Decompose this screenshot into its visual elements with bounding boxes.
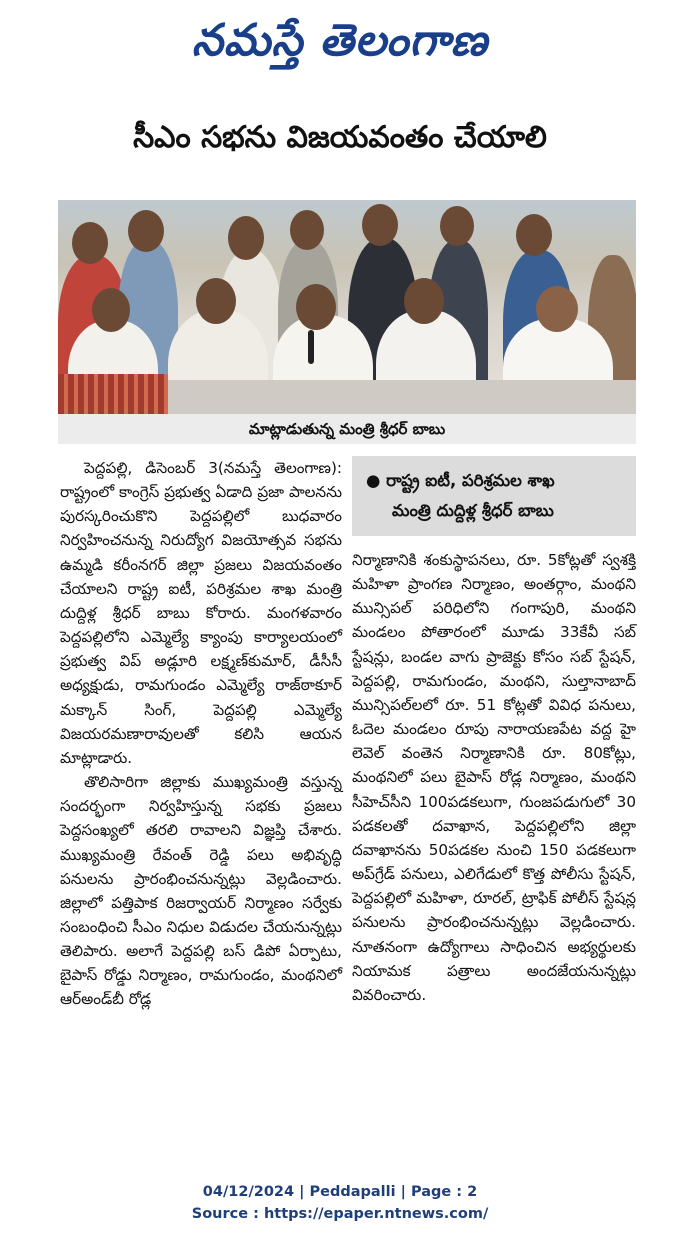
article-photo <box>58 200 636 414</box>
pull-quote-line: ● రాష్ట్ర ఐటీ, పరిశ్రమల శాఖ <box>366 471 555 490</box>
article-paragraph: పెద్దపల్లి, డిసెంబర్ 3(నమస్తే తెలంగాణ): రాష్ట్రంలో కాంగ్రెస్ ప్రభుత్వ ఏడాది ప్రజా పాలనను పురస్కరించుకొని పెద్దపల్లిలో బుధవారం నిర్వహించనున్న నిరుద్యోగ విజయోత్సవ సభను ఉమ్మడి కరీంనగర్ జిల్లా ప్రజలు విజయవంతం చేయాలని రాష్ట్ర ఐటీ, పరిశ్రమల శాఖ మంత్రి దుద్దిళ్ల శ్రీధర్ బాబు కోరారు. మంగళవారం పెద్దపల్లిలోని ఎమ్మెల్యే క్యాంపు కార్యాలయంలో ప్రభుత్వ విప్ అడ్లూరి లక్ష్మణ్‌కుమార్, డీసీసీ అధ్యక్షుడు, రామగుండం ఎమ్మెల్యే రాజ్‌ఠాకూర్ మక్కాన్ సింగ్, పెద్దపల్లి ఎమ్మెల్యే విజయరమణారావులతో కలిసి ఆయన మాట్లాడారు. <box>60 459 342 767</box>
masthead-title: నమస్తే తెలంగాణ <box>191 15 489 66</box>
pull-quote-line: మంత్రి దుద్దిళ్ల శ్రీధర్ బాబు <box>392 501 554 520</box>
article-paragraph: తొలిసారిగా జిల్లాకు ముఖ్యమంత్రి వస్తున్న సందర్భంగా నిర్వహిస్తున్న సభకు ప్రజలు పెద్దసంఖ్యలో తరలి రావాలని విజ్ఞప్తి చేశారు. ముఖ్యమంత్రి రేవంత్ రెడ్డి పలు అభివృద్ధి పనులను ప్రారంభించనున్నట్లు వెల్లడించారు. జిల్లాలో పత్తిపాక రిజర్వాయర్ నిర్మాణం సర్వేకు సంబంధించి సీఎం నిధుల విడుదల చేయనున్నట్లు తెలిపారు. అలాగే పెద్దపల్లి బస్ డిపో ఏర్పాటు, బైపాస్ రోడ్డు నిర్మాణం, రామగుండం, మంథనిలో ఆర్అండ్‌బీ రోడ్ల <box>60 773 342 1009</box>
article-column-left <box>60 456 342 1012</box>
footer-source: Source : https://epaper.ntnews.com/ <box>191 1206 489 1222</box>
article-headline: సీఎం సభను విజయవంతం చేయాలి <box>133 120 547 155</box>
footer-date-edition: 04/12/2024 | Peddapalli | Page : 2 <box>202 1184 478 1200</box>
article-column-right <box>352 548 636 1007</box>
pull-quote-box <box>352 456 636 536</box>
article-paragraph: నిర్మాణానికి శంకుస్థాపనలు, రూ. 5కోట్లతో స్వశక్తి మహిళా ప్రాంగణ నిర్మాణం, అంతర్గాం, మంథని మున్సిపల్ పరిధిలోని గంగాపురి, మంథని మండలం పోతారంలో మూడు 33కేవీ సబ్ స్టేషన్లు, బండల వాగు ప్రాజెక్టు కోసం సబ్ స్టేషన్, పెద్దపల్లి, రామగుండం, మంథని, సుల్తానాబాద్ మున్సిపల్‌లలో రూ. 51 కోట్లతో వివిధ పనులు, ఓదెల మండలం రూపు నారాయణపేట వద్ద హై లెవెల్ వంతెన నిర్మాణానికి రూ. 80కోట్లు, మంథనిలో పలు బైపాస్ రోడ్ల నిర్మాణం, మంథని సీహెచ్‌సీని 100పడకలుగా, గుంజపడుగులో 30 పడకలతో దవాఖాన, పెద్దపల్లిలోని జిల్లా దవాఖానను 50పడకల నుంచి 150 పడకలుగా అప్‌గ్రేడ్ పనులు, ఎలిగేడులో కొత్త పోలీసు స్టేషన్, పెద్దపల్లిలో మహిళా, రూరల్, ట్రాఫిక్ పోలీస్ స్టేషన్ల పనులను ప్రారంభించనున్నట్లు వెల్లడించారు. నూతనంగా ఉద్యోగాలు సాధించిన అభ్యర్థులకు నియామక పత్రాలు అందజేయనున్నట్లు వివరించారు. <box>352 551 636 1004</box>
photo-caption: మాట్లాడుతున్న మంత్రి శ్రీధర్ బాబు <box>58 414 636 444</box>
